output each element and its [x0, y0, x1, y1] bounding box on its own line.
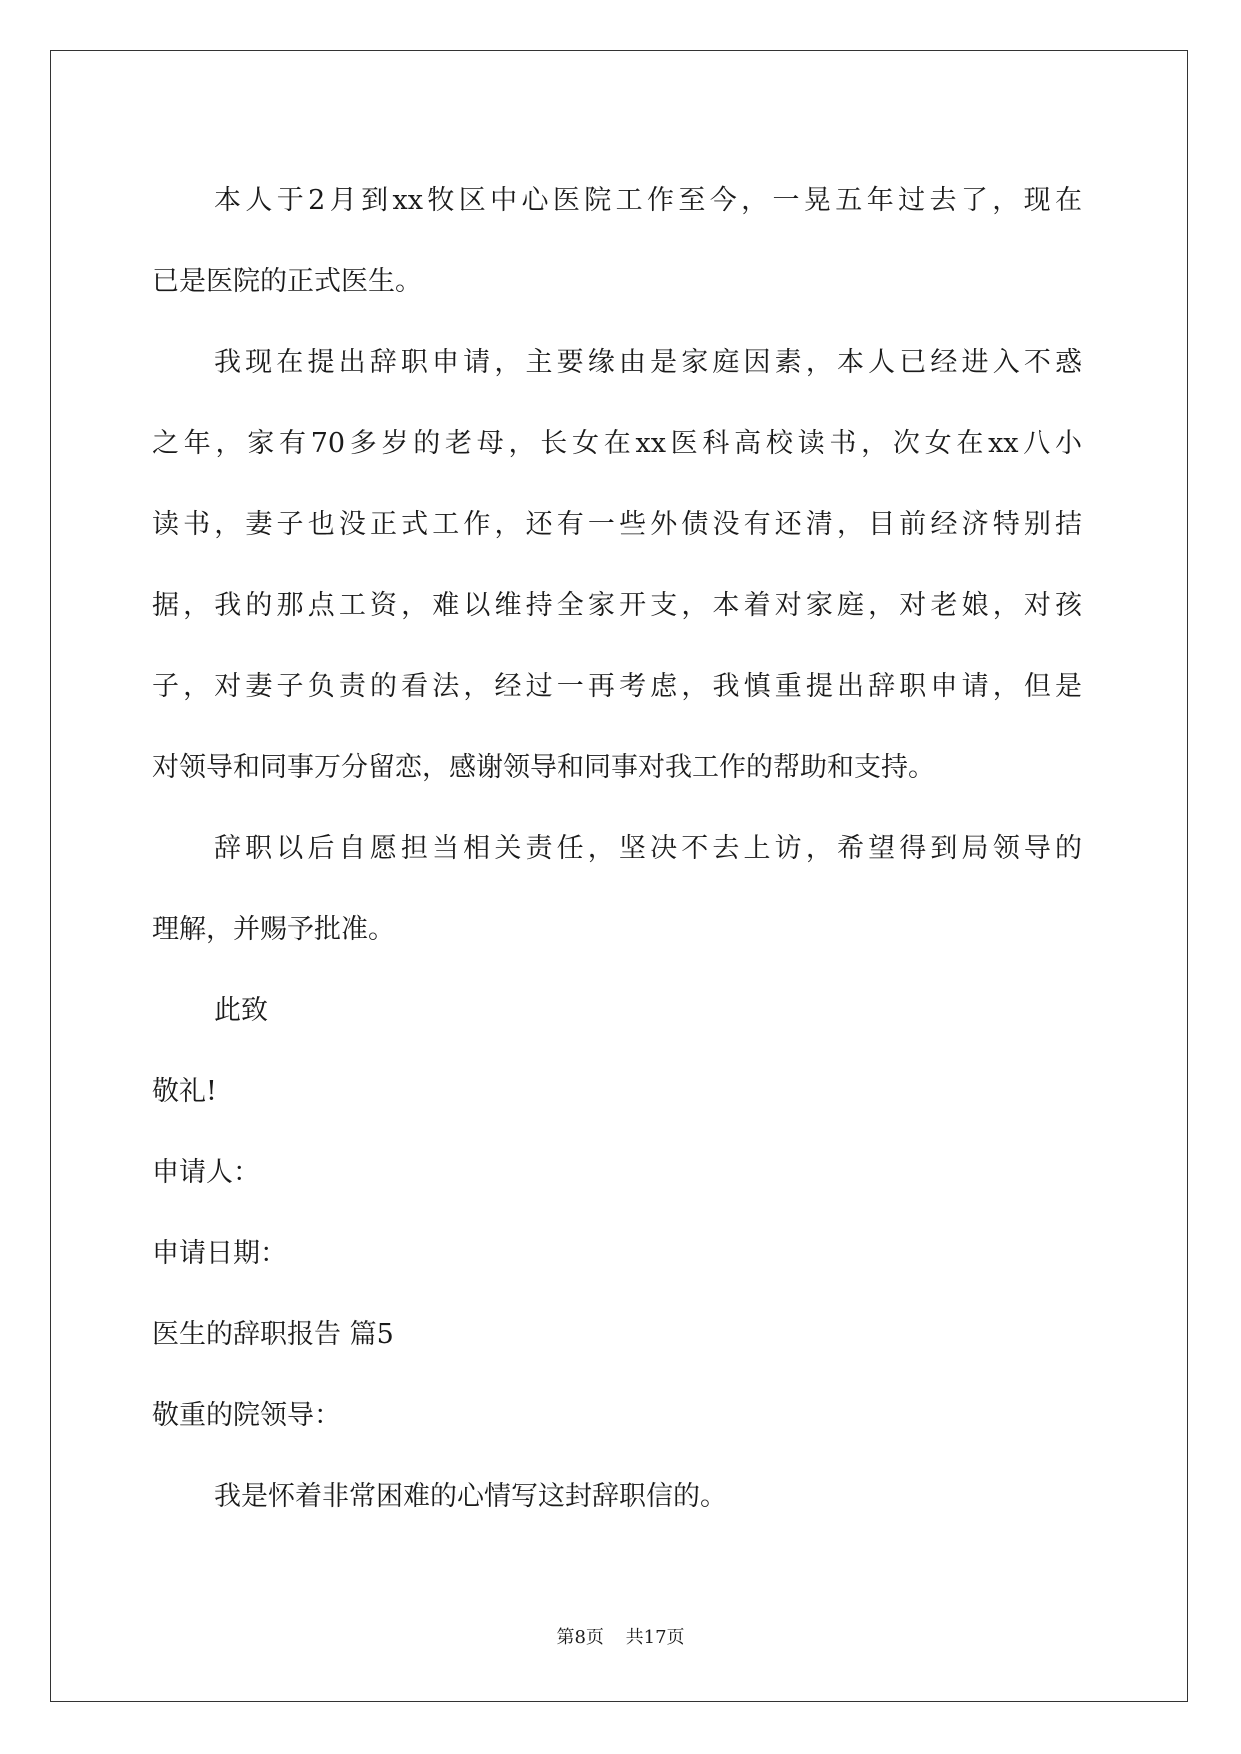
closing-respect: 敬礼!: [152, 1076, 217, 1107]
page-footer: [0, 1623, 1241, 1649]
closing-salutation: 此致: [214, 995, 268, 1026]
body-line: 子，对妻子负责的看法，经过一再考虑，我慎重提出辞职申请，但是: [152, 671, 1082, 702]
body-line: 理解，并赐予批准。: [152, 914, 395, 945]
body-line: 我是怀着非常困难的心情写这封辞职信的。: [214, 1481, 727, 1512]
document-body: [152, 160, 1082, 1537]
body-line: 我现在提出辞职申请，主要缘由是家庭因素，本人已经进入不惑: [214, 347, 1082, 378]
body-line: 辞职以后自愿担当相关责任，坚决不去上访，希望得到局领导的: [214, 833, 1082, 864]
body-line: 之年，家有70多岁的老母，长女在xx医科高校读书，次女在xx八小: [152, 428, 1082, 459]
body-line: 读书，妻子也没正式工作，还有一些外债没有还清，目前经济特别拮: [152, 509, 1082, 540]
application-date-label: 申请日期：: [152, 1238, 287, 1269]
page-number: 第8页: [556, 1627, 604, 1648]
page-total: 共17页: [625, 1627, 685, 1648]
body-line: 对领导和同事万分留恋，感谢领导和同事对我工作的帮助和支持。: [152, 752, 935, 783]
applicant-label: 申请人：: [152, 1157, 260, 1188]
body-line: 已是医院的正式医生。: [152, 266, 422, 297]
greeting: 敬重的院领导：: [152, 1400, 341, 1431]
section-heading: 医生的辞职报告 篇5: [152, 1319, 394, 1350]
body-line: 据，我的那点工资，难以维持全家开支，本着对家庭，对老娘，对孩: [152, 590, 1082, 621]
body-line: 本人于2月到xx牧区中心医院工作至今，一晃五年过去了，现在: [214, 185, 1082, 216]
